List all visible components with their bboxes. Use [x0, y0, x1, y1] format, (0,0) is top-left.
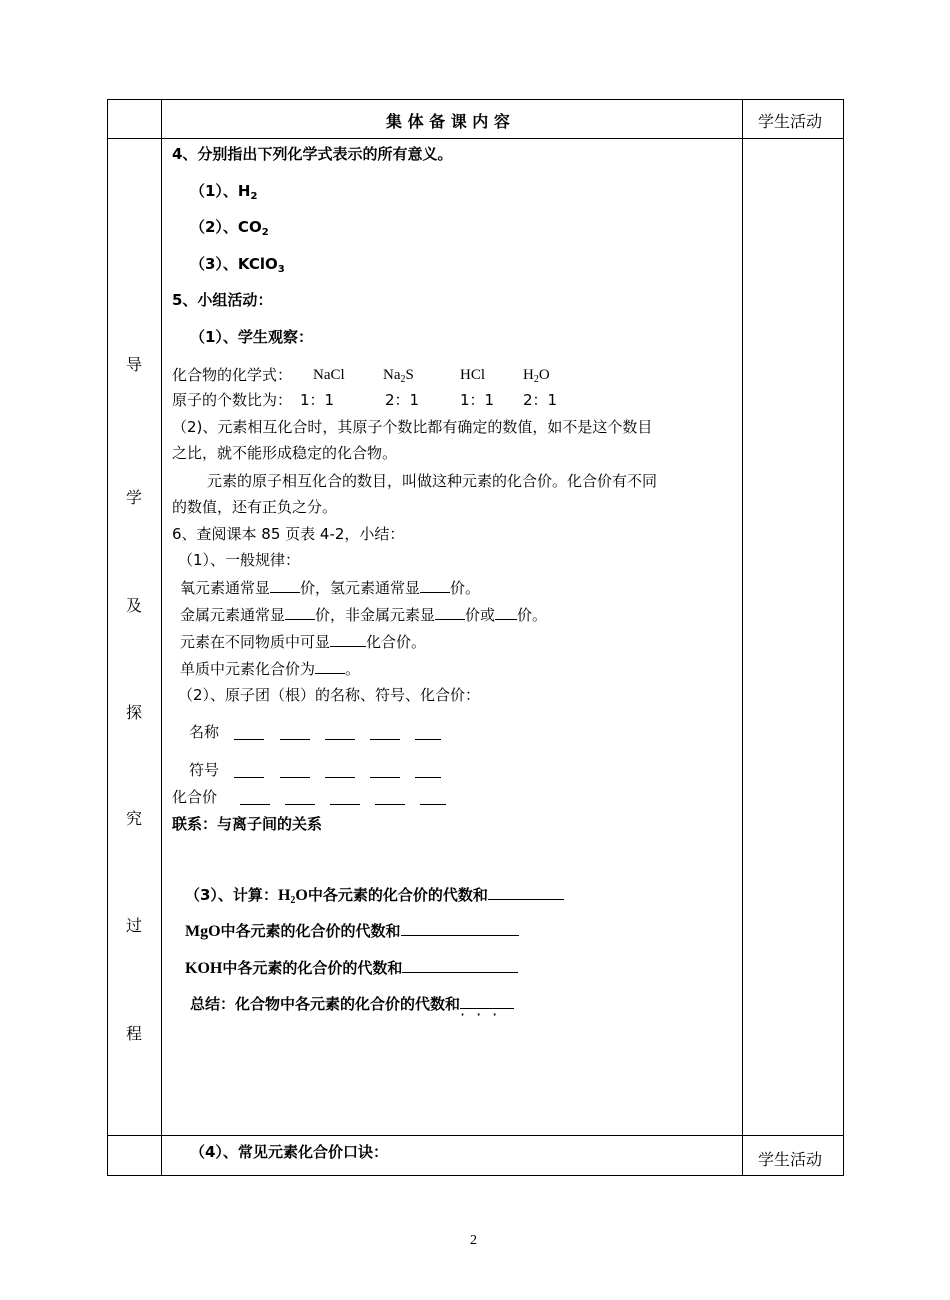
- blank[interactable]: [285, 790, 315, 805]
- side-char: 究: [126, 809, 143, 828]
- row-symbol: 符号: [189, 760, 219, 780]
- side-char: 程: [126, 1024, 143, 1043]
- side-char: 过: [126, 916, 143, 935]
- q4-common: （4）、常见元素化合价口诀：: [190, 1143, 388, 1161]
- q4-item-kclo3: （3）、KClO$_3$: [190, 255, 285, 275]
- table-border-top: [107, 99, 844, 100]
- q4-item-h2: （1）、$H_2$: [190, 182, 258, 202]
- blank[interactable]: [415, 763, 441, 778]
- q5-sub1: （1）、学生观察：: [190, 328, 313, 346]
- blank[interactable]: [415, 725, 441, 740]
- ratio-value: 2：1: [523, 391, 558, 409]
- blank[interactable]: [325, 725, 355, 740]
- blank[interactable]: [234, 725, 264, 740]
- table-border-bottom: [107, 1175, 844, 1176]
- calc-koh: KOH中各元素的化合价的代数和: [185, 958, 518, 979]
- header-content: 集 体 备 课 内 容: [386, 112, 510, 131]
- q5-title: 5、小组活动：: [172, 291, 273, 309]
- q6-title: 6、查阅课本 85 页表 4-2，小结：: [172, 525, 405, 543]
- row-name: 名称: [189, 722, 219, 742]
- table-row-rule: [107, 1135, 844, 1136]
- rule-1: 氧元素通常显 价，氢元素通常显 价。: [180, 579, 481, 597]
- formula-na2s: $Na_2S$: [383, 367, 414, 385]
- formula-nacl: NaCl: [313, 367, 345, 383]
- table-divider-activity: [742, 99, 743, 1176]
- side-char: 探: [126, 703, 143, 722]
- page-number: 2: [470, 1233, 477, 1248]
- blank[interactable]: [495, 605, 517, 620]
- blank[interactable]: [330, 632, 366, 647]
- blank[interactable]: [330, 790, 360, 805]
- summary: 总结：化合物中各元素的化合价的代数和: [190, 994, 514, 1014]
- blank[interactable]: [325, 763, 355, 778]
- side-char: 学: [126, 488, 143, 507]
- blank[interactable]: [401, 921, 519, 936]
- formula-h2o: $H_2O$: [523, 367, 550, 385]
- relation-note: 联系：与离子间的关系: [172, 815, 323, 833]
- q5-sub2-line2: 之比，就不能形成稳定的化合物。: [172, 444, 398, 462]
- header-activity: 学生活动: [758, 112, 823, 131]
- side-char: 导: [126, 355, 143, 374]
- blank[interactable]: [435, 605, 465, 620]
- valence-line2: 的数值，还有正负之分。: [172, 498, 338, 516]
- table-border-left: [107, 99, 108, 1176]
- q4-item-co2: （2）、$CO_2$: [190, 218, 269, 238]
- q4-title: 4、分别指出下列化学式表示的所有意义。: [172, 145, 453, 163]
- blank[interactable]: [280, 725, 310, 740]
- ratio-value: 1：1: [300, 391, 335, 409]
- table-divider-side: [161, 99, 162, 1176]
- table-border-right: [843, 99, 844, 1176]
- blank[interactable]: [315, 659, 345, 674]
- blank[interactable]: [420, 578, 450, 593]
- blank[interactable]: [420, 790, 446, 805]
- ratio-row: [172, 390, 558, 410]
- blank[interactable]: [370, 763, 400, 778]
- ratio-label: 原子的个数比为：: [172, 391, 293, 409]
- blank[interactable]: [285, 605, 315, 620]
- blank[interactable]: [370, 725, 400, 740]
- q6-sub2: （2）、原子团（根）的名称、符号、化合价：: [178, 686, 481, 704]
- row-valence: 化合价: [172, 787, 217, 807]
- ratio-value: 1：1: [460, 391, 495, 409]
- formula-hcl: HCl: [460, 367, 486, 383]
- blank[interactable]: [402, 958, 518, 973]
- blank[interactable]: [240, 790, 270, 805]
- rule-3: 元素在不同物质中可显 化合价。: [180, 633, 427, 651]
- table-header-rule: [107, 138, 844, 139]
- formula-label: 化合物的化学式：: [172, 366, 293, 384]
- valence-line1: 元素的原子相互化合的数目，叫做这种元素的化合价。化合价有不同: [207, 472, 658, 490]
- ratio-value: 2：1: [385, 391, 420, 409]
- activity-label-bottom: 学生活动: [758, 1150, 823, 1169]
- blank[interactable]: [488, 885, 564, 900]
- blank[interactable]: [375, 790, 405, 805]
- rule-2: 金属元素通常显 价，非金属元素显 价或 价。: [180, 606, 548, 624]
- side-char: 及: [126, 596, 143, 615]
- calc-mgo: MgO中各元素的化合价的代数和: [185, 921, 519, 942]
- calc-h2o: （3）、计算：$H_2O$中各元素的化合价的代数和: [185, 885, 564, 906]
- blank[interactable]: [234, 763, 264, 778]
- emphasis-dots: ···: [460, 1005, 509, 1024]
- blank[interactable]: [280, 763, 310, 778]
- blank[interactable]: [270, 578, 300, 593]
- q5-sub2-line1: （2)、元素相互化合时，其原子个数比都有确定的数值，如不是这个数目: [172, 418, 653, 436]
- rule-4: 单质中元素化合价为 。: [180, 660, 361, 678]
- q6-sub1: （1）、一般规律：: [178, 551, 301, 569]
- formula-row: [172, 365, 550, 385]
